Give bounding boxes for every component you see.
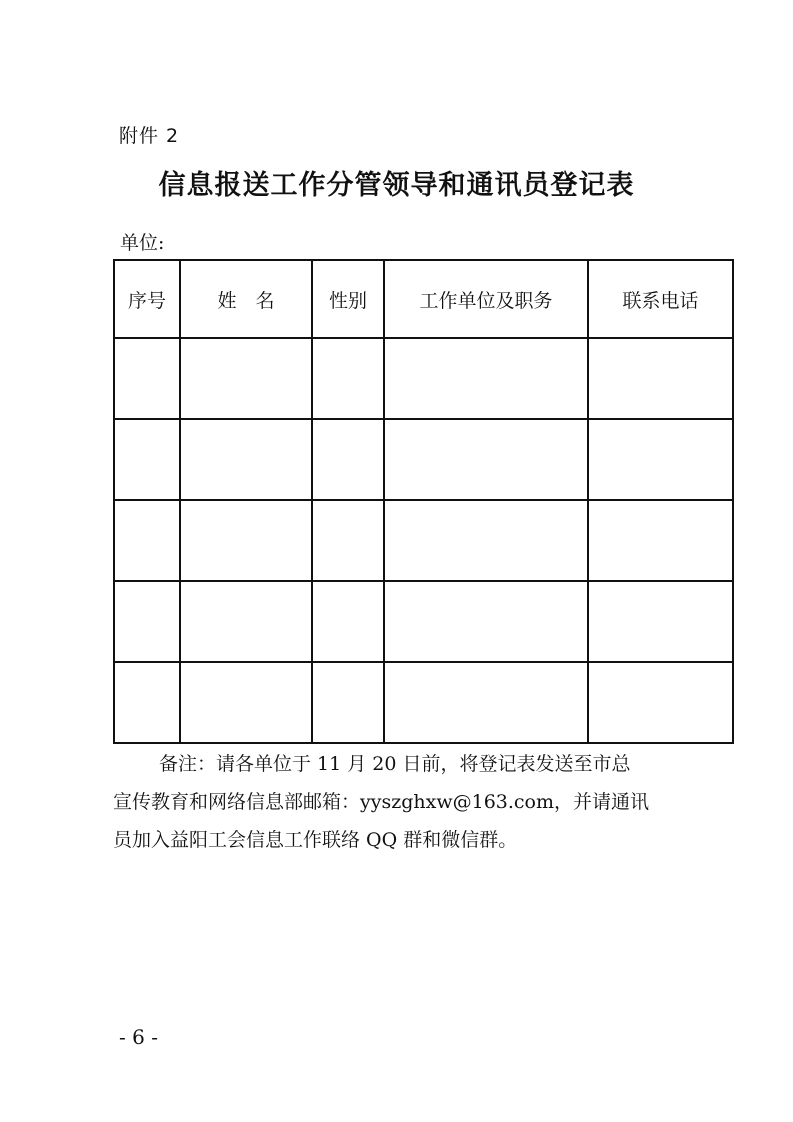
cell-work-unit-position[interactable] [384,662,588,743]
cell-work-unit-position[interactable] [384,500,588,581]
cell-serial-number[interactable] [114,419,180,500]
cell-name[interactable] [180,662,312,743]
cell-gender[interactable] [312,500,384,581]
cell-phone[interactable] [588,419,733,500]
table-row [114,419,733,500]
table-row [114,338,733,419]
registration-table [113,259,734,744]
cell-gender[interactable] [312,338,384,419]
remarks [113,745,713,859]
remarks-line-1: 备注：请各单位于 11 月 20 日前，将登记表发送至市总 [159,753,631,775]
table-row [114,581,733,662]
unit-label: 单位: [120,232,165,254]
table-header-row [114,260,733,338]
cell-phone[interactable] [588,581,733,662]
remarks-line-3: 员加入益阳工会信息工作联络 QQ 群和微信群。 [113,829,518,851]
header-name: 姓 名 [180,260,312,338]
header-phone: 联系电话 [588,260,733,338]
cell-name[interactable] [180,338,312,419]
header-serial-number: 序号 [114,260,180,338]
table-row [114,500,733,581]
cell-serial-number[interactable] [114,338,180,419]
cell-name[interactable] [180,581,312,662]
document-title: 信息报送工作分管领导和通讯员登记表 [158,170,635,201]
cell-serial-number[interactable] [114,662,180,743]
cell-serial-number[interactable] [114,500,180,581]
page-number: - 6 - [119,1025,158,1049]
cell-work-unit-position[interactable] [384,338,588,419]
header-work-unit-position: 工作单位及职务 [384,260,588,338]
remarks-line-2: 宣传教育和网络信息部邮箱：yyszghxw@163.com，并请通讯 [113,791,650,813]
attachment-label: 附件 2 [119,125,180,147]
cell-phone[interactable] [588,662,733,743]
cell-phone[interactable] [588,338,733,419]
cell-gender[interactable] [312,662,384,743]
table-row [114,662,733,743]
cell-name[interactable] [180,419,312,500]
cell-name[interactable] [180,500,312,581]
cell-gender[interactable] [312,581,384,662]
cell-work-unit-position[interactable] [384,419,588,500]
cell-phone[interactable] [588,500,733,581]
cell-work-unit-position[interactable] [384,581,588,662]
header-gender: 性别 [312,260,384,338]
cell-gender[interactable] [312,419,384,500]
cell-serial-number[interactable] [114,581,180,662]
